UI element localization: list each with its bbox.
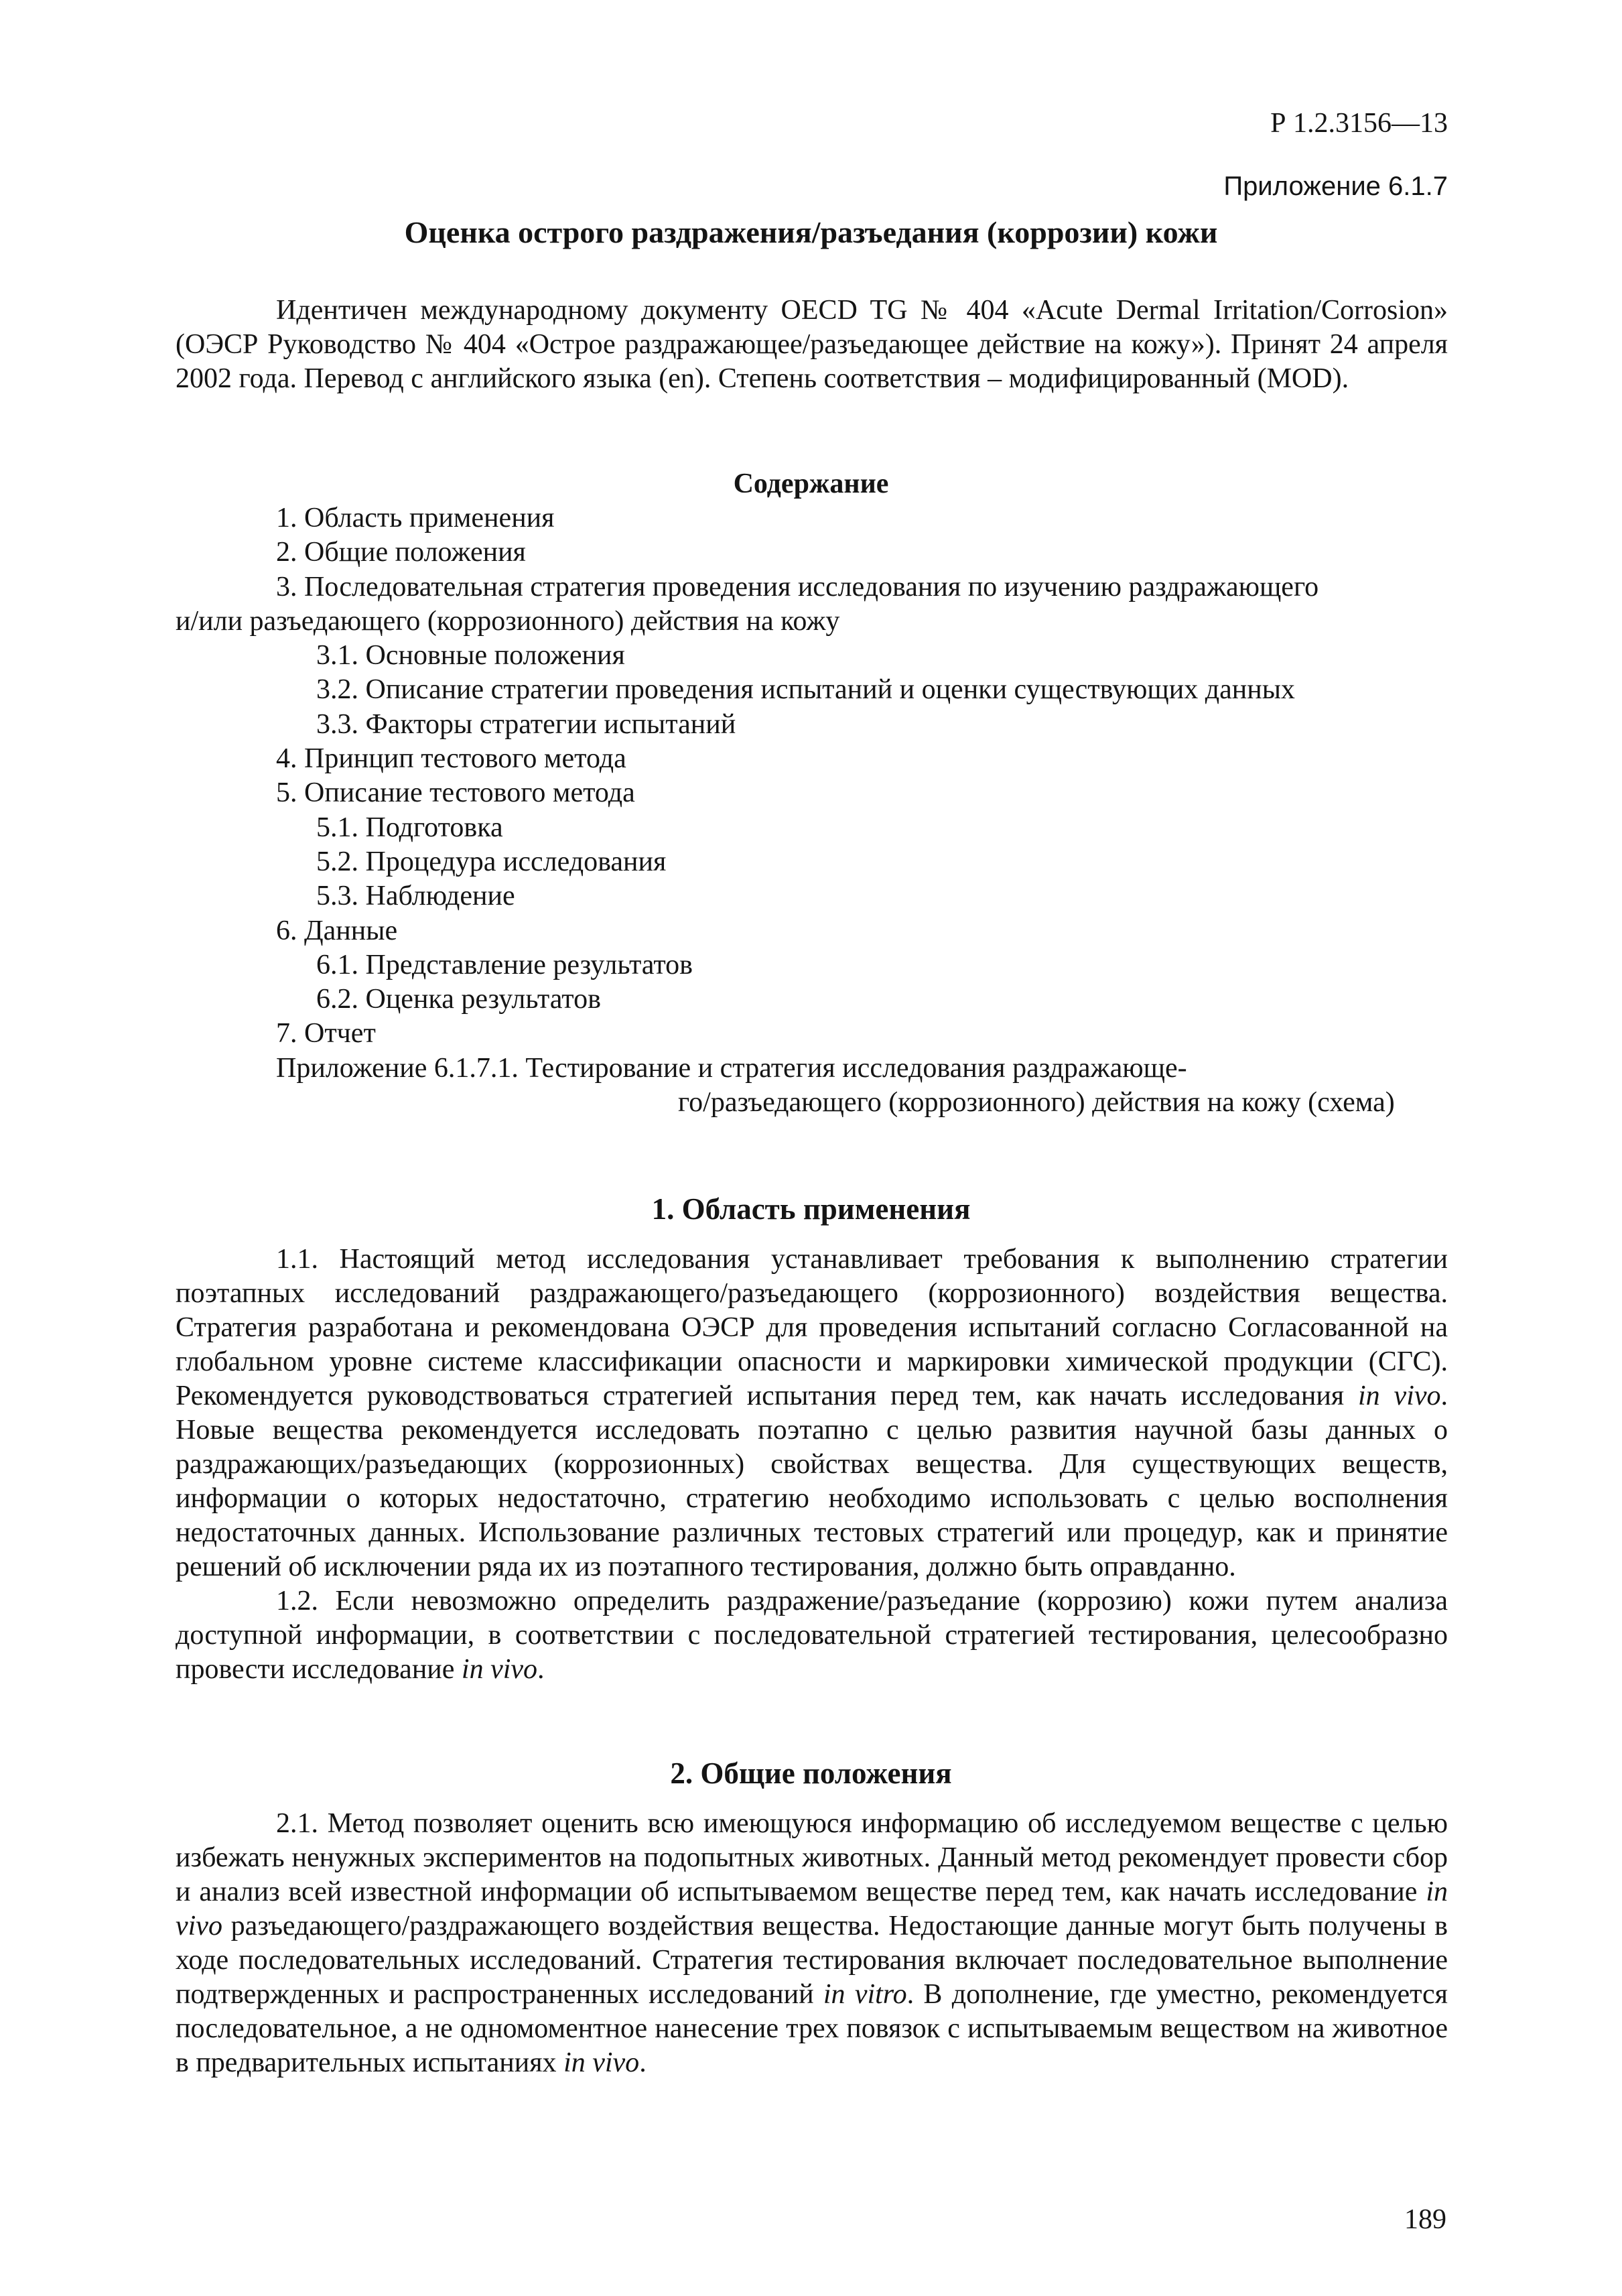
toc-item-5-1: 5.1. Подготовка	[316, 812, 503, 843]
paragraph-1-1	[176, 1242, 1448, 1584]
toc-item-7: 7. Отчет	[276, 1018, 376, 1049]
toc-item-3-1: 3.1. Основные положения	[316, 640, 625, 672]
toc-appendix-entry	[176, 1051, 1448, 1121]
toc-item-3-line-1: 3. Последовательная стратегия проведения исследования по изучению раздражающего	[276, 571, 1319, 602]
intro-paragraph: Идентичен международному документу OECD TG № 404 «Acute Dermal Irritation/Corrosion» (ОЭСР Руководство № 404 «Острое раздражающее/разъедающее действие на кожу»). Принят 24 апреля 2002 года. Перевод с английского языка (en). Степень соответствия – модифицированный (MOD).	[176, 295, 1448, 394]
toc-item-6-1: 6.1. Представление результатов	[316, 949, 693, 980]
toc-appendix-line-2: го/разъедающего (коррозионного) действия на кожу (схема)	[678, 1087, 1395, 1119]
paragraph-1-1-term: in vivo	[1358, 1381, 1441, 1411]
paragraph-2-1-text-b: разъедающего/раздражающего воздействия вещества. Недостающие данные могут быть получены в ходе последовательных исследований. Стратегия тестирования включает последовательное выполнение подтвержденных и распространенных исследований	[176, 1911, 1448, 2010]
toc-item-5: 5. Описание тестового метода	[276, 777, 635, 809]
toc-item-5-3: 5.3. Наблюдение	[316, 881, 515, 912]
paragraph-2-1-term-2: in vitro	[823, 1979, 907, 2010]
section-2-heading: 2. Общие положения	[670, 1757, 952, 1790]
paragraph-2-1-text-a: 2.1. Метод позволяет оценить всю имеющуюся информацию об исследуемом веществе с целью избежать ненужных экспериментов на подопытных животных. Данный метод рекомендует провести сбор и анализ всей известной информации об испытываемом веществе перед тем, как начать исследование	[176, 1808, 1448, 1907]
toc-heading: Содержание	[733, 468, 889, 499]
paragraph-2-1	[176, 1807, 1448, 2080]
paragraph-2-1-text-d: .	[639, 2047, 647, 2078]
toc-appendix-line-1: Приложение 6.1.7.1. Тестирование и стратегия исследования раздражающе-	[276, 1052, 1187, 1084]
toc-item-3-2: 3.2. Описание стратегии проведения испытаний и оценки существующих данных	[316, 674, 1295, 706]
section-1-body	[176, 1242, 1448, 1687]
toc-item-6: 6. Данные	[276, 915, 398, 946]
paragraph-2-1-text-c: . В дополнение, где уместно, рекомендуется последовательное, а не одномоментное нанесение трех повязок с испытываемым веществом на животное в предварительных испытаниях	[176, 1979, 1448, 2078]
paragraph-2-1-term-1: in vivo	[176, 1876, 1448, 1941]
page-title: Оценка острого раздражения/разъедания (коррозии) кожи	[404, 215, 1218, 249]
table-of-contents	[176, 501, 1448, 1120]
section-2-body	[176, 1807, 1448, 2080]
paragraph-1-1-text-b: . Новые вещества рекомендуется исследовать поэтапно с целью развития научной базы данных о раздражающих/разъедающих (коррозионных) свойствах вещества. Для существующих веществ, информации о которых недостаточно, стратегию необходимо использовать с целью восполнения недостаточных данных. Использование различных тестовых стратегий или процедур, как и принятие решений об исключении ряда их из поэтапного тестирования, должно быть оправданно.	[176, 1381, 1448, 1582]
toc-item-4: 4. Принцип тестового метода	[276, 743, 626, 775]
toc-item-1: 1. Область применения	[276, 503, 555, 533]
paragraph-1-2-term: in vivo	[461, 1654, 538, 1685]
page-number: 189	[1404, 2204, 1446, 2235]
paragraph-1-1-text-a: 1.1. Настоящий метод исследования устанавливает требования к выполнению стратегии поэтапных исследований раздражающего/разъедающего (коррозионного) воздействия вещества. Стратегия разработана и рекомендована ОЭСР для проведения испытаний согласно Согласованной на глобальном уровне системе классификации опасности и маркировки химической продукции (СГС). Рекомендуется руководствоваться стратегией испытания перед тем, как начать исследования	[176, 1244, 1448, 1411]
appendix-label: Приложение 6.1.7	[1223, 172, 1448, 201]
paragraph-2-1-term-3: in vivo	[563, 2047, 640, 2078]
document-code: Р 1.2.3156—13	[1270, 108, 1448, 139]
paragraph-1-2	[176, 1584, 1448, 1687]
toc-item-5-2: 5.2. Процедура исследования	[316, 846, 667, 877]
toc-item-3-3: 3.3. Факторы стратегии испытаний	[316, 708, 736, 740]
paragraph-1-2-text-a: 1.2. Если невозможно определить раздражение/разъедание (коррозию) кожи путем анализа доступной информации, в соответствии с последовательной стратегией тестирования, целесообразно провести исследование	[176, 1586, 1448, 1685]
section-1-heading: 1. Область применения	[651, 1192, 971, 1226]
toc-item-2: 2. Общие положения	[276, 537, 526, 568]
toc-item-6-2: 6.2. Оценка результатов	[316, 984, 601, 1015]
paragraph-1-2-text-b: .	[537, 1654, 545, 1685]
toc-item-3-line-2: и/или разъедающего (коррозионного) действия на кожу	[176, 605, 840, 637]
